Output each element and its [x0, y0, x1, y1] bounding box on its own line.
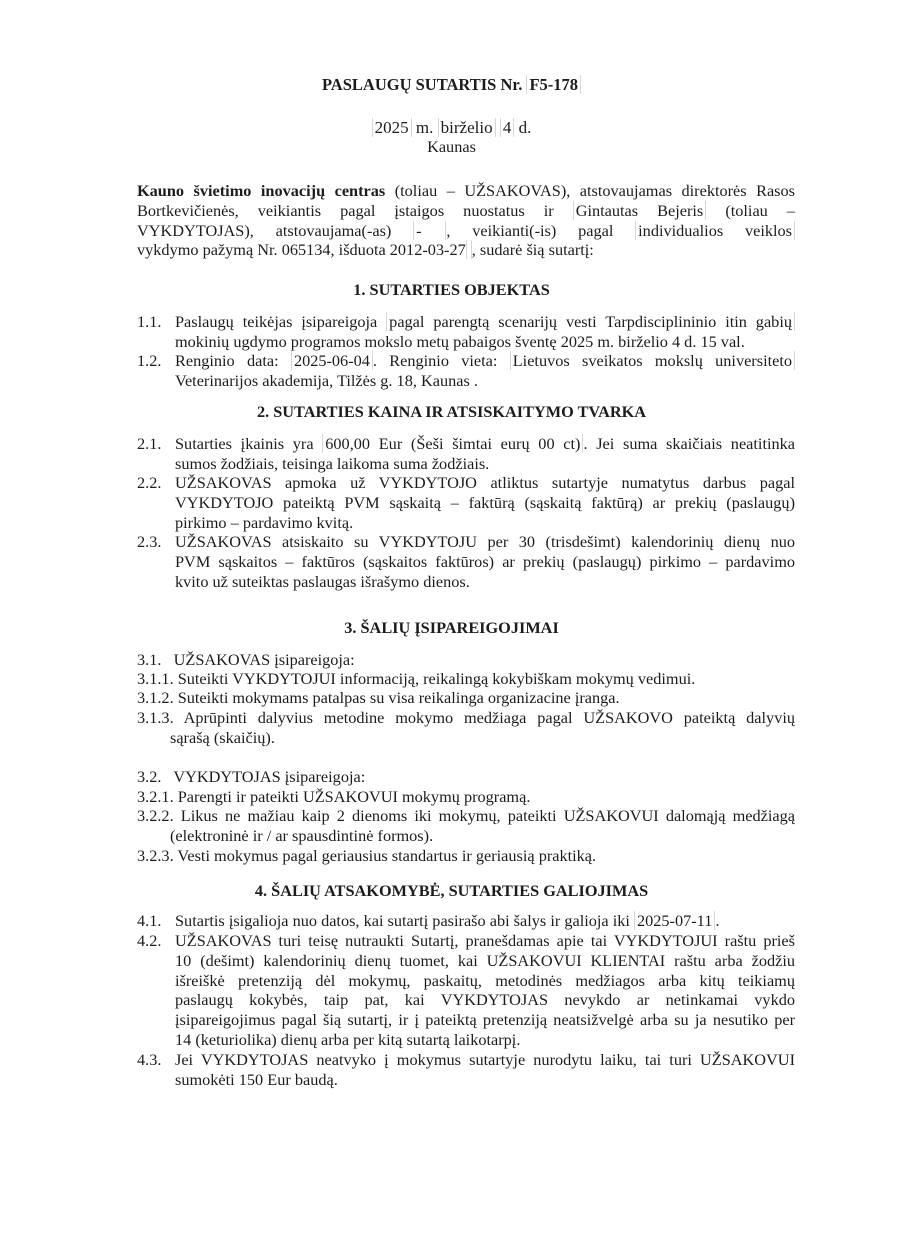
clause — [0, 312, 903, 351]
section-heading-text: 3. ŠALIŲ ĮSIPAREIGOJIMAI — [344, 618, 559, 638]
party-name: Kauno švietimo inovacijų centras — [137, 181, 386, 201]
clause — [0, 1050, 903, 1089]
clause-line — [0, 572, 795, 592]
text-segment: . Jei suma skaičiais neatitinka — [583, 434, 796, 454]
clause — [0, 911, 903, 931]
clause — [0, 473, 903, 532]
text-segment: (elektroninė ir / ar spausdintinė formos). — [170, 825, 434, 845]
clause-line — [0, 951, 795, 971]
clause — [0, 688, 903, 708]
title-line — [0, 75, 903, 95]
clause-line — [0, 351, 795, 371]
text-segment: VYKDYTOJO pateiktą PVM sąskaitą – faktūrą (sąskaitą faktūrą) ar prekių (paslaugų) — [175, 492, 795, 512]
filled-field: Lietuvos sveikatos mokslų universiteto — [510, 351, 795, 370]
clause-line — [0, 806, 795, 826]
clause-line — [0, 931, 795, 951]
section-heading-text: 2. SUTARTIES KAINA IR ATSISKAITYMO TVARKA — [256, 402, 647, 422]
clause — [0, 669, 903, 689]
clause-line — [0, 1010, 795, 1030]
text-segment: paslaugų kokybės, taip pat, kai VYKDYTOJAS nevykdo ar netinkamai vykdo — [175, 990, 795, 1010]
text-segment: VYKDYTOJAS), atstovaujama(-as) — [137, 220, 414, 240]
clause-line — [0, 911, 795, 931]
text-segment: Paslaugų teikėjas įsipareigoja — [175, 312, 387, 332]
text-segment: Veterinarijos akademija, Tilžės g. 18, Kaunas . — [175, 370, 478, 390]
text-segment: vykdymo pažymą Nr. 065134, išduota 2012-03-27 — [137, 240, 466, 260]
text-segment: kvito už suteiktas paslaugas išrašymo dienos. — [175, 571, 470, 591]
text-segment: , sudarė šią sutartį: — [471, 240, 594, 260]
text-segment: išreiškė pretenziją dėl mokymų, paskaitų, metodinės medžiagos arba kitų teikiamų — [175, 970, 795, 990]
section-heading-text: 1. SUTARTIES OBJEKTAS — [353, 280, 550, 300]
clause-line — [0, 846, 795, 866]
section-heading — [0, 402, 903, 422]
clause-line — [0, 513, 795, 533]
clause-number: 4.3. — [137, 1050, 162, 1070]
text-segment: pirkimo – pardavimo kvitą. — [175, 512, 354, 532]
clause — [0, 846, 903, 866]
clause-line — [0, 708, 795, 728]
text-segment: 3.1.2. Suteikti mokymams patalpas su visa reikalinga organizacine įranga. — [137, 688, 620, 708]
clause-line — [0, 1050, 795, 1070]
clause-number: 2.2. — [137, 473, 162, 493]
date-line — [0, 118, 903, 138]
clause-line — [0, 787, 795, 807]
clause — [0, 931, 903, 1049]
clause-line — [0, 1030, 795, 1050]
text-segment: 3.2.2. Likus ne mažiau kaip 2 dienoms iki mokymų, pateikti UŽSAKOVUI dalomąją medžiagą — [137, 806, 795, 826]
clause — [0, 650, 903, 670]
filled-field: 2025-06-04 — [291, 351, 373, 370]
text-segment: 3.2.1. Parengti ir pateikti UŽSAKOVUI mokymų programą. — [137, 787, 531, 807]
text-segment: mokinių ugdymo programos mokslo metų pabaigos šventę 2025 m. birželio 4 d. 15 val. — [175, 331, 745, 351]
clause-line — [0, 971, 795, 991]
text-segment: UŽSAKOVAS atsiskaito su VYKDYTOJU per 30 (trisdešimt) kalendorinių dienų nuo — [175, 532, 795, 552]
clause — [0, 787, 903, 807]
section-heading-text: 4. ŠALIŲ ATSAKOMYBĖ, SUTARTIES GALIOJIMAS — [254, 881, 649, 901]
clause — [0, 806, 903, 845]
filled-field: 600,00 Eur (Šeši šimtai eurų 00 ct) — [322, 434, 583, 453]
text-segment: (toliau – UŽSAKOVAS), atstovaujamas direktorės Rasos — [385, 181, 795, 201]
text-segment: m. — [411, 118, 438, 138]
clause — [0, 532, 903, 591]
text-segment: Sutarties įkainis yra — [175, 434, 323, 454]
text-segment: . — [715, 911, 720, 931]
clause-line — [0, 454, 795, 474]
clause-line — [0, 650, 795, 670]
text-segment: Jei VYKDYTOJAS neatvyko į mokymus sutartyje nurodytu laiku, tai turi UŽSAKOVUI — [175, 1050, 795, 1070]
filled-field: F5-178 — [526, 75, 581, 94]
text-line — [0, 240, 795, 260]
clause-line — [0, 371, 795, 391]
clause-line — [0, 332, 795, 352]
clause — [0, 351, 903, 390]
filled-field: 2025 — [372, 118, 412, 137]
text-segment: . Renginio vieta: — [372, 351, 510, 371]
text-segment: Sutartis įsigalioja nuo datos, kai sutartį pasirašo abi šalys ir galioja iki — [175, 911, 634, 931]
clause-line — [0, 826, 795, 846]
text-segment: sąrašą (skaičių). — [170, 727, 275, 747]
clause — [0, 434, 903, 473]
city-line: Kaunas — [427, 137, 476, 157]
text-segment: UŽSAKOVAS apmoka už VYKDYTOJO atliktus sutartyje numatytus darbus pagal — [175, 473, 795, 493]
contract-city — [0, 137, 903, 157]
clause-number: 4.2. — [137, 931, 162, 951]
text-line — [0, 221, 795, 241]
clause — [0, 767, 903, 787]
clause-line — [0, 990, 795, 1010]
clause-line — [0, 312, 795, 332]
filled-field: 2025-07-11 — [634, 911, 715, 930]
text-segment: PASLAUGŲ SUTARTIS Nr. — [321, 75, 527, 95]
text-line — [0, 181, 795, 201]
filled-field: birželio — [438, 118, 496, 137]
text-segment: (toliau – — [706, 200, 795, 220]
section-heading — [0, 618, 903, 638]
text-segment: Renginio data: — [175, 351, 291, 371]
clause-number: 2.3. — [137, 532, 162, 552]
text-segment: įsipareigojimus pagal šią sutartį, ir į pateiktą pretenziją neatsižvelgė arba su ja nesutiko per — [175, 1009, 795, 1029]
filled-field: - — [413, 221, 446, 240]
text-segment: 3.2. VYKDYTOJAS įsipareigoja: — [137, 767, 366, 787]
text-segment: , veikianti(-is) pagal — [446, 220, 636, 240]
clause-line — [0, 728, 795, 748]
clause-number: 1.2. — [137, 351, 162, 371]
text-line — [0, 201, 795, 221]
intro-paragraph — [0, 181, 903, 260]
clause-line — [0, 532, 795, 552]
text-segment: d. — [514, 118, 532, 138]
text-segment: 3.1.1. Suteikti VYKDYTOJUI informaciją, reikalingą kokybiškam mokymų vedimui. — [137, 669, 696, 689]
text-segment: sumos žodžiais, teisinga laikoma suma žodžiais. — [175, 453, 490, 473]
filled-field: individualios veiklos — [635, 221, 795, 240]
document-title — [0, 75, 903, 95]
text-segment: 10 (dešimt) kalendorinių dienų tuomet, kai UŽSAKOVUI KLIENTAI raštu arba žodžiu — [175, 950, 795, 970]
text-segment: UŽSAKOVAS turi teisę nutraukti Sutartį, pranešdamas apie tai VYKDYTOJUI raštu prieš — [175, 931, 795, 951]
contract-date — [0, 118, 903, 138]
clause-number: 2.1. — [137, 434, 162, 454]
clause-line — [0, 434, 795, 454]
clause-number: 4.1. — [137, 911, 162, 931]
section-heading — [0, 280, 903, 300]
filled-field: 4 — [500, 118, 515, 137]
clause-line — [0, 493, 795, 513]
text-segment: 3.1.3. Aprūpinti dalyvius metodine mokymo medžiaga pagal UŽSAKOVO pateiktą dalyvių — [137, 708, 795, 728]
clause-line — [0, 473, 795, 493]
clause-line — [0, 552, 795, 572]
text-segment: 14 (keturiolika) dienų arba per kitą sutartą laikotarpį. — [175, 1029, 521, 1049]
section-heading — [0, 881, 903, 901]
clause-number: 1.1. — [137, 312, 162, 332]
clause-line — [0, 688, 795, 708]
text-segment: sumokėti 150 Eur baudą. — [175, 1069, 338, 1089]
clause — [0, 708, 903, 747]
clause-line — [0, 669, 795, 689]
filled-field: pagal parengtą scenarijų vesti Tarpdisciplininio itin gabių — [386, 312, 795, 331]
text-segment: 3.2.3. Vesti mokymus pagal geriausius standartus ir geriausią praktiką. — [137, 846, 597, 866]
clause-line — [0, 1070, 795, 1090]
text-segment: PVM sąskaitos – faktūros (sąskaitos faktūros) ar prekių (paslaugų) pirkimo – pardavimo — [175, 551, 795, 571]
filled-field: Gintautas Bejeris — [573, 201, 707, 220]
text-segment: 3.1. UŽSAKOVAS įsipareigoja: — [137, 650, 355, 670]
clause-line — [0, 767, 795, 787]
text-segment: Bortkevičienės, veikiantis pagal įstaigos nuostatus ir — [137, 200, 573, 220]
